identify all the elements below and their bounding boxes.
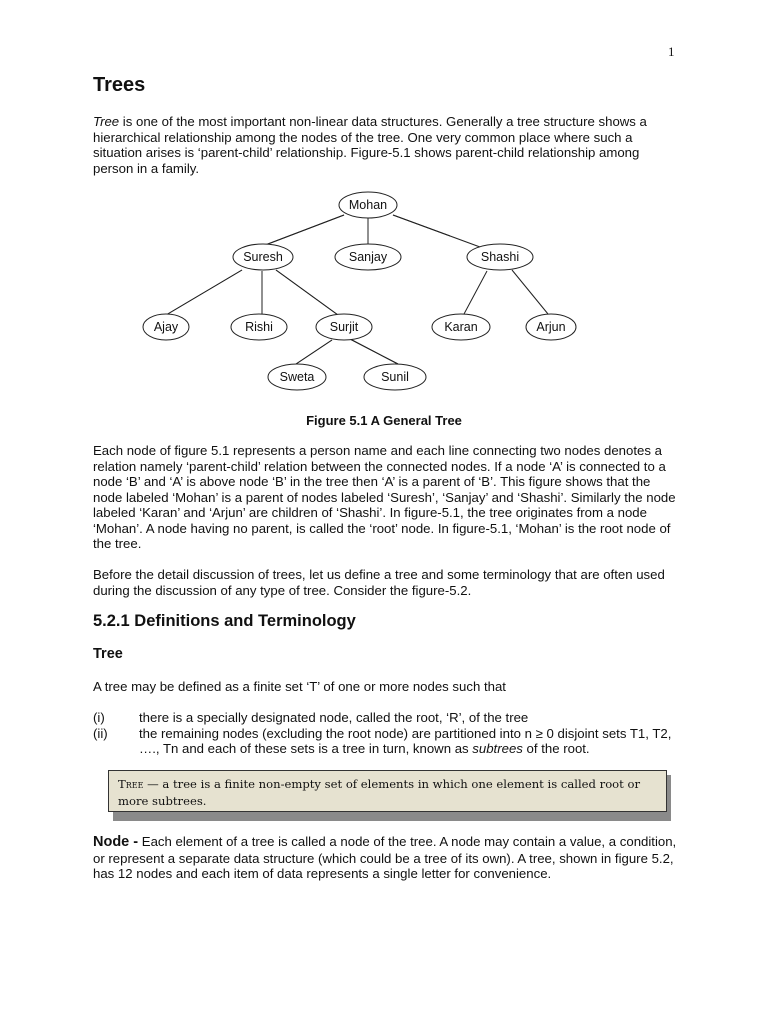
- paragraph-node-relations: Each node of figure 5.1 represents a person name and each line connecting two nodes denotes a relation namely ‘parent-child’ relation between the connected nodes. If a node ‘A’ is connected to a node ‘B’ and ‘A’ is above node ‘B’ in the tree then ‘A’ is a parent of ‘B’. This figure shows that the node labeled ‘Mohan’ is a parent of nodes labeled ‘Suresh’, ‘Sanjay’ and ‘Shashi’. Similarly the node labeled ‘Karan’ and ‘Arjun’ are children of ‘Shashi’. In figure-5.1, the tree originates from a node ‘Mohan’. A node having no parent, is called the ‘root’ node. In figure-5.1, ‘Mohan’ is the root node of the tree.: [93, 443, 676, 551]
- list-item: [93, 710, 683, 726]
- definition-text: — a tree is a finite non-empty set of elements in which one element is called root or more subtrees.: [118, 777, 641, 808]
- intro-text: is one of the most important non-linear data structures. Generally a tree structure shows a hierarchical relationship among the nodes of the tree. One very common place where such a situation arises is ‘parent-child’ relationship. Figure-5.1 shows parent-child relationship among person in a family.: [93, 114, 647, 176]
- intro-paragraph: [93, 114, 683, 176]
- figure-caption: Figure 5.1 A General Tree: [306, 413, 462, 428]
- node-text: Each element of a tree is called a node of the tree. A node may contain a value, a condition, or represent a separate data structure (which could be a tree of its own). A tree, shown in figure 5.2, has 12 nodes and each item of data represents a single letter for convenience.: [93, 834, 677, 881]
- node-label-sunil: Sunil: [381, 370, 409, 384]
- node-term: Node -: [93, 834, 139, 850]
- definition-term: Tree: [118, 777, 144, 791]
- node-label-karan: Karan: [444, 320, 478, 334]
- list-text-after: of the root.: [522, 741, 590, 756]
- node-label-ajay: Ajay: [153, 320, 179, 334]
- list-text: there is a specially designated node, called the root, ‘R’, of the tree: [139, 710, 529, 725]
- paragraph-before-definitions: Before the detail discussion of trees, let us define a tree and some terminology that are often used during the discussion of any type of tree. Consider the figure-5.2.: [93, 567, 665, 598]
- subheading-tree: Tree: [93, 646, 123, 662]
- node-label-surjit: Surjit: [329, 320, 359, 334]
- section-heading: 5.2.1 Definitions and Terminology: [93, 612, 356, 630]
- page-number: 1: [668, 44, 675, 59]
- definition-box: [108, 770, 667, 812]
- list-text: [93, 726, 683, 757]
- page-title: Trees: [93, 74, 146, 96]
- node-label-suresh: Suresh: [243, 250, 283, 264]
- intro-term: Tree: [93, 114, 120, 129]
- list-item: [93, 726, 683, 757]
- list-marker: (i): [93, 710, 105, 725]
- list-text-before: the remaining nodes (excluding the root node) are partitioned into n ≥ 0 disjoint sets T1, T2, …., Tn and each of these sets is a tree in turn, known as: [139, 725, 672, 756]
- list-marker: (ii): [93, 725, 108, 741]
- subtrees-term: subtrees: [472, 741, 523, 756]
- tree-definition-intro: A tree may be defined as a finite set ‘T’ of one or more nodes such that: [93, 679, 506, 694]
- node-label-rishi: Rishi: [245, 320, 273, 334]
- node-paragraph: [93, 834, 683, 882]
- tree-figure-nodes: [130, 190, 580, 395]
- node-label-shashi: Shashi: [480, 250, 520, 264]
- definition-list: [93, 710, 683, 757]
- node-label-arjun: Arjun: [536, 320, 566, 334]
- node-label-sanjay: Sanjay: [348, 250, 388, 264]
- node-label-sweta: Sweta: [279, 370, 315, 384]
- node-label-mohan: Mohan: [348, 198, 388, 212]
